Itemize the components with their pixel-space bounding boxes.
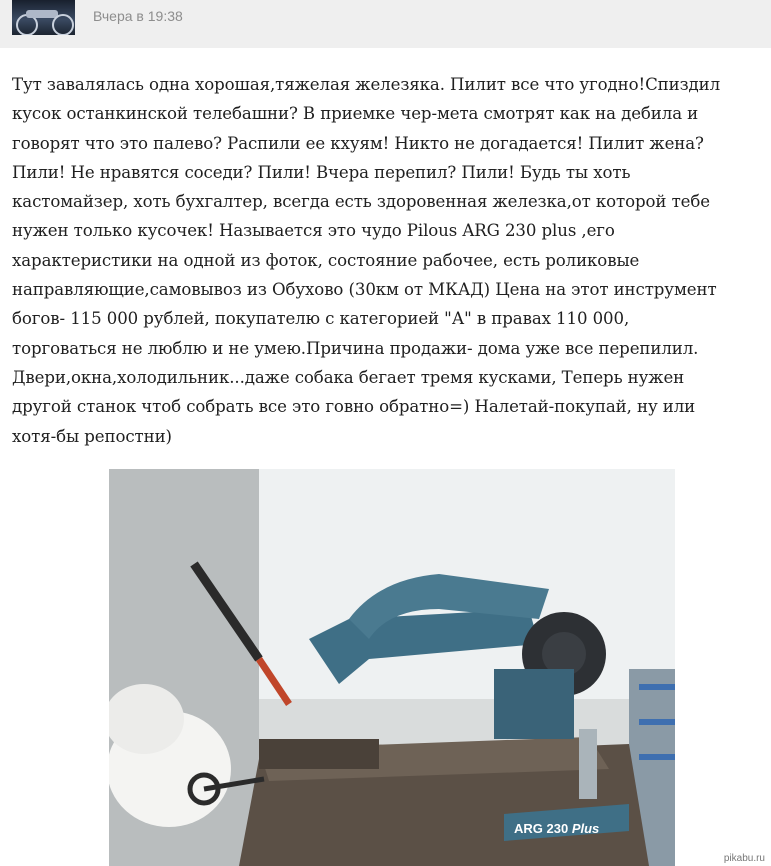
post-text-line: характеристики на одной из фоток, состояние рабочее, есть роликовые — [12, 250, 640, 270]
avatar-wheel-right — [52, 14, 74, 35]
rack-beam — [639, 684, 675, 690]
rack-beam — [639, 719, 675, 725]
post-text-line: Пили! Не нравятся соседи? Пили! Вчера перепил? Пили! Будь ты хоть — [12, 162, 631, 182]
post-text-line: нужен только кусочек! Называется это чудо Pilous ARG 230 plus ,его — [12, 221, 615, 241]
tension-spring — [579, 729, 597, 799]
post-text — [12, 70, 769, 451]
model-label: ARG 230 Plus — [514, 821, 600, 836]
post-text-line: кастомайзер, хоть бухгалтер, всегда есть здоровенная железка,от которой тебе — [12, 192, 710, 212]
post-text-line: другой станок чтоб собрать все это говно обратно=) Налетай-покупай, ну или — [12, 397, 696, 417]
avatar-frame — [26, 10, 58, 18]
post-photo[interactable] — [109, 469, 675, 866]
post-text-line: торговаться не люблю и не умею.Причина продажи- дома уже все перепилил. — [12, 338, 699, 358]
rack-beam — [639, 754, 675, 760]
post-timestamp[interactable]: Вчера в 19:38 — [93, 8, 183, 24]
vise — [259, 739, 379, 769]
post-text-line: Двери,окна,холодильник...даже собака бегает тремя кусками, Теперь нужен — [12, 367, 685, 387]
post-text-line: богов- 115 000 рублей, покупателю с категорией "А" в правах 110 000, — [12, 309, 630, 329]
watermark: pikabu.ru — [723, 853, 765, 864]
post-text-line: хотя-бы репостни) — [12, 426, 172, 446]
post-text-line: направляющие,самовывоз из Обухово (30км от МКАД) Цена на этот инструмент — [12, 280, 717, 300]
band-saw-illustration — [109, 469, 675, 866]
gearbox — [494, 669, 574, 739]
post-text-line: кусок останкинской телебашни? В приемке чер-мета смотрят как на дебила и — [12, 104, 699, 124]
avatar[interactable] — [12, 0, 75, 35]
post-text-line: говорят что это палево? Распили ее кхуям! Никто не догадается! Пилит жена? — [12, 133, 704, 153]
post-header — [0, 0, 771, 48]
post-text-line: Тут завалялась одна хорошая,тяжелая железяка. Пилит все что угодно!Спиздил — [12, 75, 721, 94]
